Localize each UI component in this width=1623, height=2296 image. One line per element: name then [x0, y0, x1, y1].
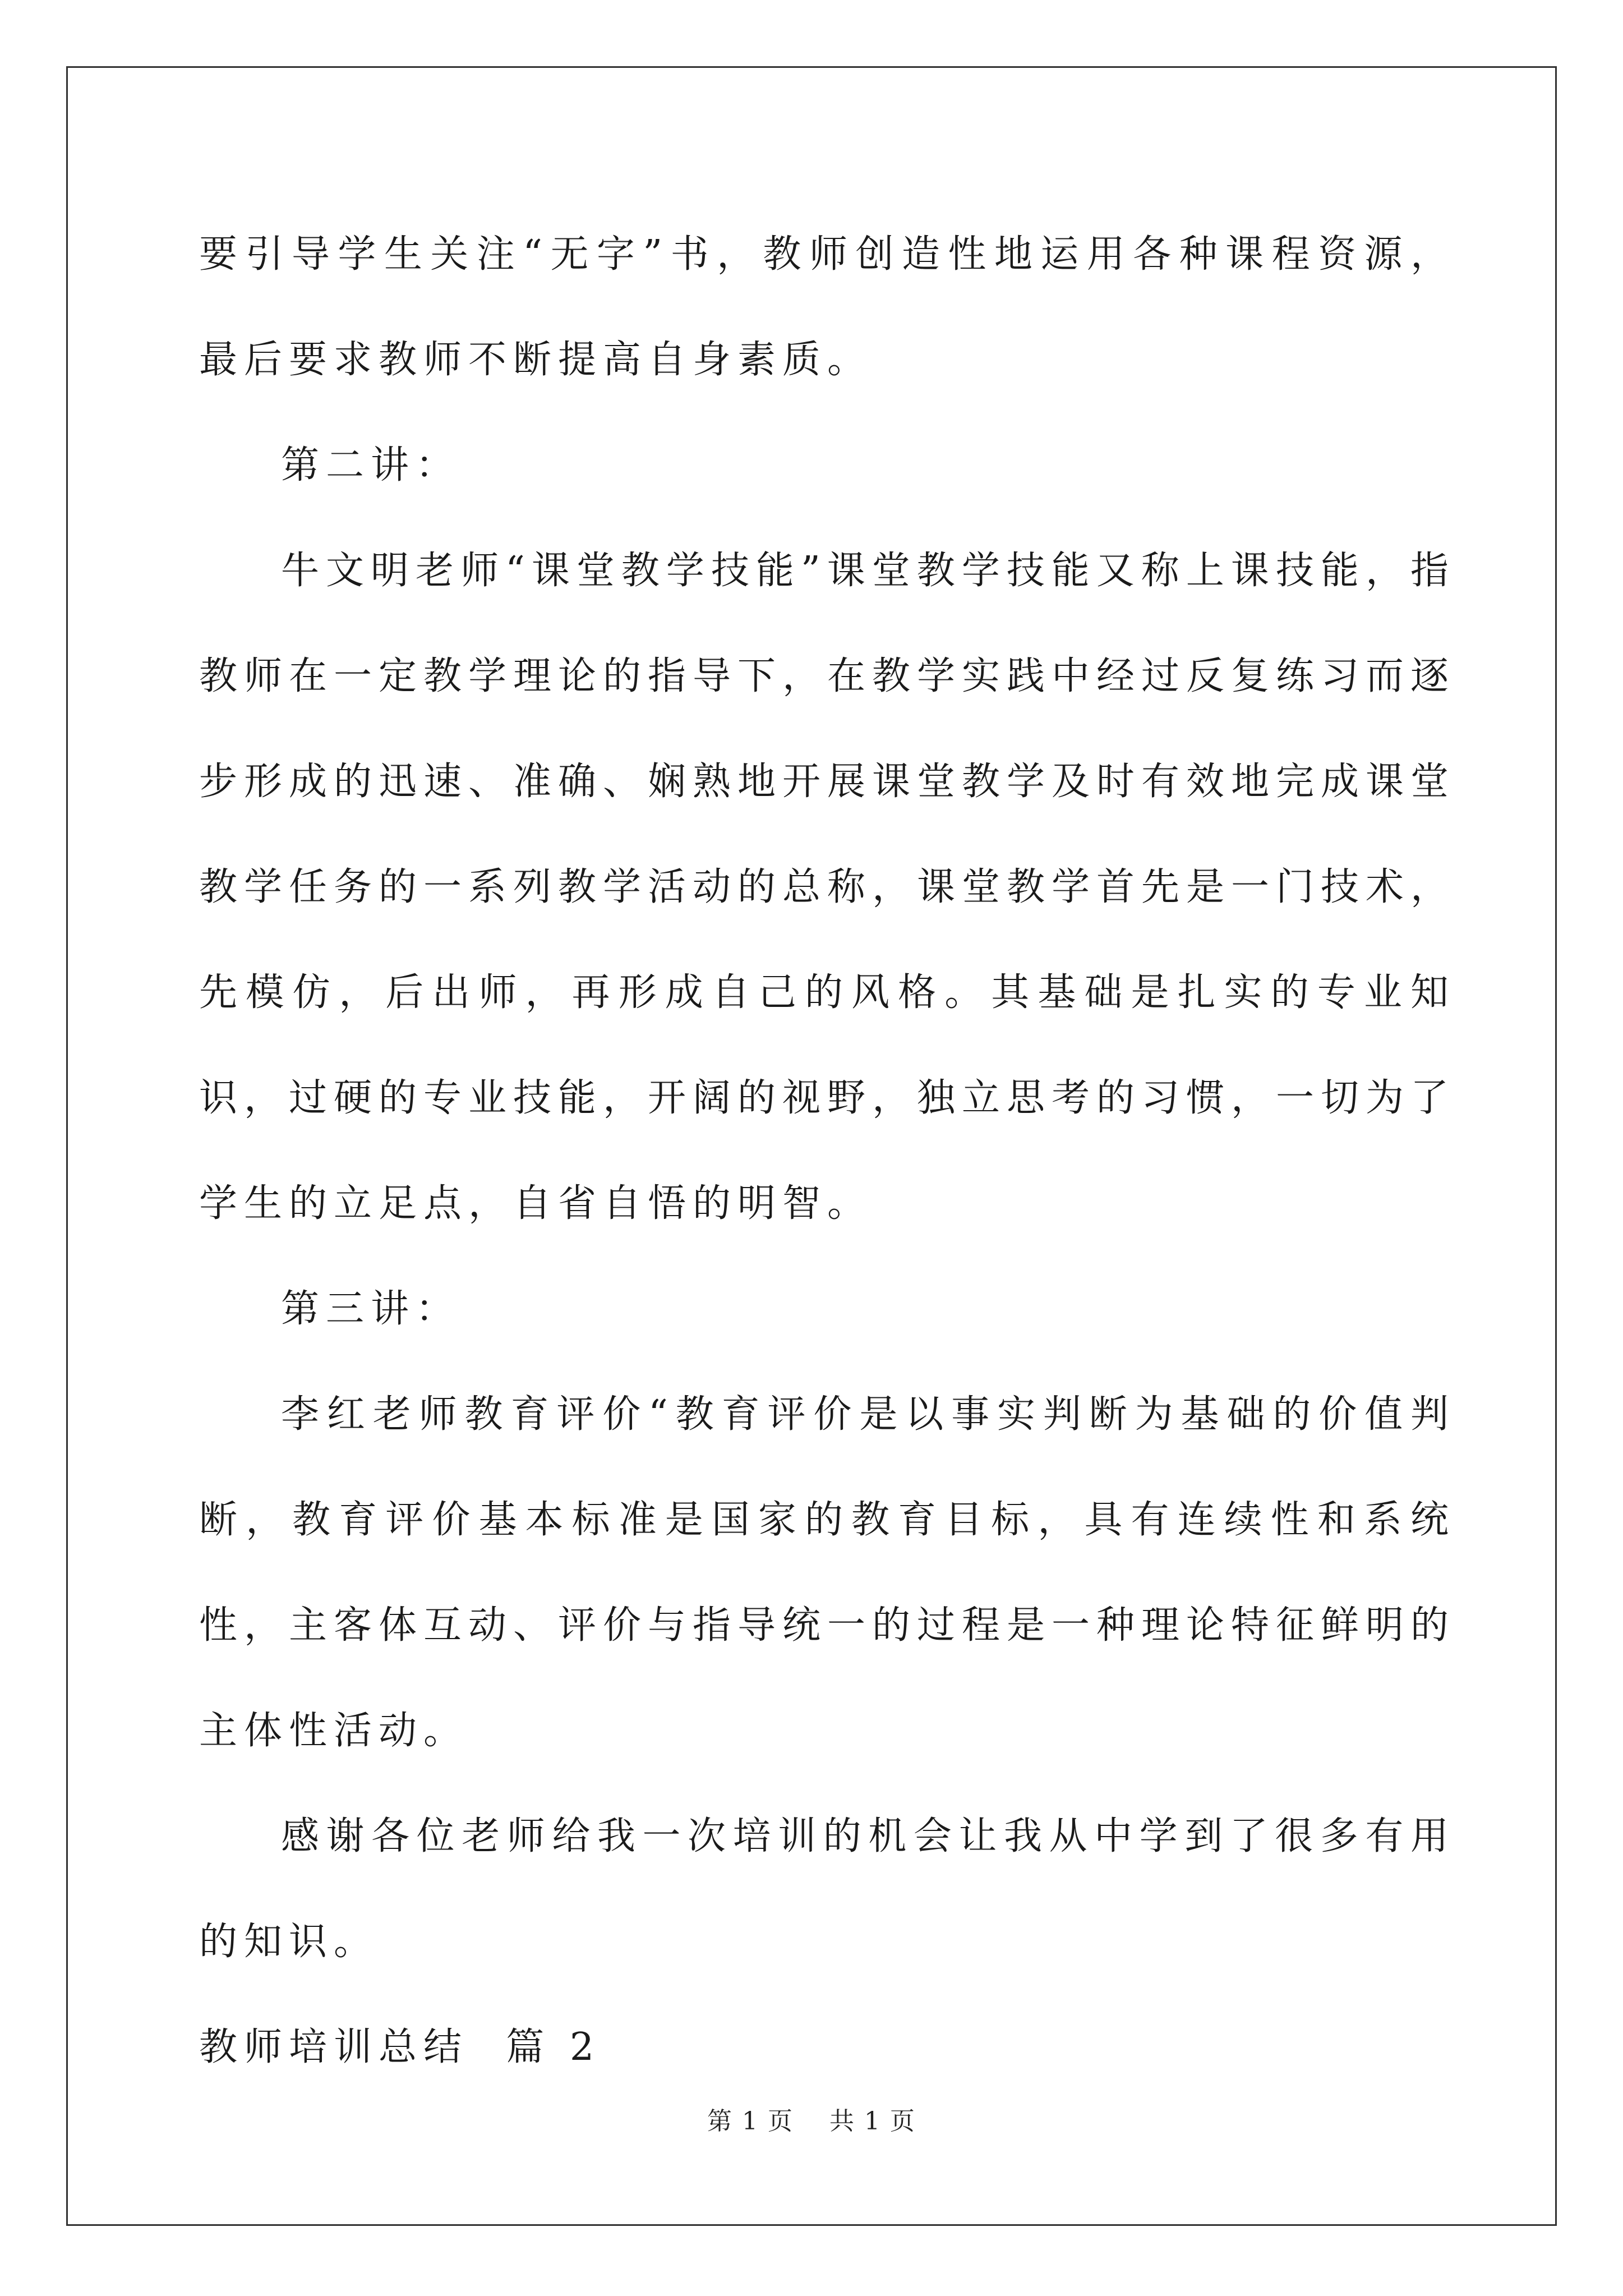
- heading-lecture-two: 第二讲：: [281, 443, 461, 487]
- page-number-footer: 第 1 页 共 1 页: [707, 2107, 916, 2136]
- paragraph-thanks: 感谢各位老师给我一次培训的机会让我从中学到了很多有用的知识。: [199, 1814, 1455, 1964]
- heading-lecture-three: 第三讲：: [281, 1287, 461, 1331]
- section-heading: 教师培训总结 篇 2: [199, 2025, 601, 2069]
- paragraph-teaching-skills: 牛文明老师“课堂教学技能”课堂教学技能又称上课技能，指教师在一定教学理论的指导下，在教学实践中经过反复练习而逐步形成的迅速、准确、娴熟地开展课堂教学及时有效地完成课堂教学任务的一系列教学活动的总称，课堂教学首先是一门技术，先模仿，后出师，再形成自己的风格。其基础是扎实的专业知识，过硬的专业技能，开阔的视野，独立思考的习惯，一切为了学生的立足点，自省自悟的明智。: [199, 549, 1456, 1226]
- document-body: [199, 202, 1455, 2100]
- paragraph-education-evaluation: 李红老师教育评价“教育评价是以事实判断为基础的价值判断，教育评价基本标准是国家的教育目标，具有连续性和系统性，主客体互动、评价与指导统一的过程是一种理论特征鲜明的主体性活动。: [199, 1392, 1456, 1753]
- paragraph-resources: 要引导学生关注“无字”书，教师创造性地运用各种课程资源，最后要求教师不断提高自身素质。: [199, 232, 1455, 382]
